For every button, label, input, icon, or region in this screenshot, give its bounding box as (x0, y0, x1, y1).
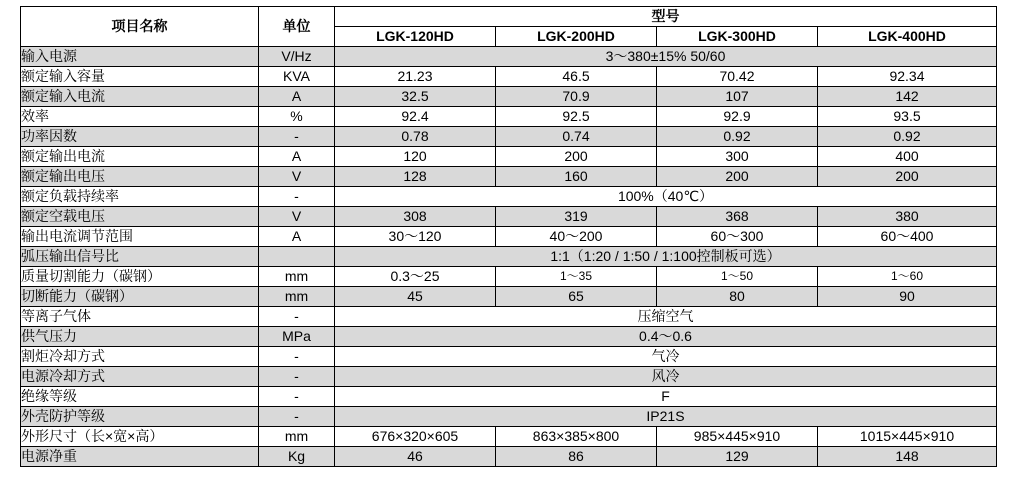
row-value: 92.9 (657, 107, 818, 127)
row-value: 120 (335, 147, 496, 167)
row-value: 92.4 (335, 107, 496, 127)
row-value: 0.92 (818, 127, 997, 147)
row-unit (259, 247, 335, 267)
row-value: 0.78 (335, 127, 496, 147)
row-value: 90 (818, 287, 997, 307)
row-unit: Kg (259, 447, 335, 467)
row-value: 93.5 (818, 107, 997, 127)
row-value: 80 (657, 287, 818, 307)
row-unit: mm (259, 287, 335, 307)
row-name: 额定输出电流 (21, 147, 259, 167)
row-value: 70.9 (496, 87, 657, 107)
header-unit: 单位 (259, 7, 335, 47)
table-row (21, 207, 997, 227)
row-value: 21.23 (335, 67, 496, 87)
header-model-4: LGK-400HD (818, 27, 997, 47)
table-row (21, 347, 997, 367)
row-name: 额定输出电压 (21, 167, 259, 187)
row-name: 割炬冷却方式 (21, 347, 259, 367)
row-unit: A (259, 87, 335, 107)
row-unit: V (259, 207, 335, 227)
row-unit: % (259, 107, 335, 127)
row-value-span: IP21S (335, 407, 997, 427)
row-value: 142 (818, 87, 997, 107)
row-value: 45 (335, 287, 496, 307)
table-row (21, 227, 997, 247)
row-name: 电源冷却方式 (21, 367, 259, 387)
row-name: 电源净重 (21, 447, 259, 467)
row-name: 额定负载持续率 (21, 187, 259, 207)
table-row (21, 267, 997, 287)
table-row (21, 167, 997, 187)
row-unit: - (259, 187, 335, 207)
table-row (21, 247, 997, 267)
row-unit: - (259, 367, 335, 387)
table-row (21, 107, 997, 127)
row-value: 380 (818, 207, 997, 227)
row-value: 985×445×910 (657, 427, 818, 447)
row-name: 外形尺寸（长×宽×高） (21, 427, 259, 447)
row-value-span: 气冷 (335, 347, 997, 367)
row-unit: KVA (259, 67, 335, 87)
table-row (21, 307, 997, 327)
row-value: 200 (496, 147, 657, 167)
table-row (21, 447, 997, 467)
spec-table (20, 6, 997, 467)
row-value: 1～35 (496, 267, 657, 287)
table-row (21, 327, 997, 347)
row-value: 160 (496, 167, 657, 187)
row-name: 切断能力（碳钢） (21, 287, 259, 307)
table-row (21, 387, 997, 407)
row-value-span: 0.4～0.6 (335, 327, 997, 347)
row-value: 46 (335, 447, 496, 467)
row-name: 等离子气体 (21, 307, 259, 327)
row-value: 30～120 (335, 227, 496, 247)
row-unit: - (259, 127, 335, 147)
row-name: 额定输入电流 (21, 87, 259, 107)
row-value: 0.92 (657, 127, 818, 147)
row-value: 92.34 (818, 67, 997, 87)
row-unit: - (259, 387, 335, 407)
table-row (21, 87, 997, 107)
row-value: 1015×445×910 (818, 427, 997, 447)
row-value: 60～400 (818, 227, 997, 247)
row-value: 308 (335, 207, 496, 227)
row-value: 60～300 (657, 227, 818, 247)
row-value-span: 1:1（1:20 / 1:50 / 1:100控制板可选） (335, 247, 997, 267)
row-value: 129 (657, 447, 818, 467)
header-model-1: LGK-120HD (335, 27, 496, 47)
row-unit: V (259, 167, 335, 187)
row-name: 供气压力 (21, 327, 259, 347)
row-name: 输入电源 (21, 47, 259, 67)
row-value: 65 (496, 287, 657, 307)
row-value: 128 (335, 167, 496, 187)
row-name: 额定输入容量 (21, 67, 259, 87)
row-value: 368 (657, 207, 818, 227)
row-name: 弧压输出信号比 (21, 247, 259, 267)
table-row (21, 407, 997, 427)
row-value: 46.5 (496, 67, 657, 87)
row-value: 676×320×605 (335, 427, 496, 447)
row-value-span: 风冷 (335, 367, 997, 387)
row-name: 效率 (21, 107, 259, 127)
row-value: 107 (657, 87, 818, 107)
row-unit: - (259, 407, 335, 427)
table-row (21, 187, 997, 207)
row-value-span: 压缩空气 (335, 307, 997, 327)
table-row (21, 367, 997, 387)
table-row (21, 47, 997, 67)
row-value: 86 (496, 447, 657, 467)
row-value: 70.42 (657, 67, 818, 87)
row-value: 200 (818, 167, 997, 187)
row-unit: A (259, 147, 335, 167)
row-value: 0.74 (496, 127, 657, 147)
row-value: 1～50 (657, 267, 818, 287)
row-value: 200 (657, 167, 818, 187)
header-model-2: LGK-200HD (496, 27, 657, 47)
row-value: 400 (818, 147, 997, 167)
row-value: 40～200 (496, 227, 657, 247)
row-value: 863×385×800 (496, 427, 657, 447)
row-unit: - (259, 347, 335, 367)
header-model: 型号 (335, 7, 997, 27)
table-row (21, 427, 997, 447)
row-value: 319 (496, 207, 657, 227)
row-value-span: 100%（40℃） (335, 187, 997, 207)
row-value: 1～60 (818, 267, 997, 287)
row-unit: V/Hz (259, 47, 335, 67)
row-name: 绝缘等级 (21, 387, 259, 407)
row-name: 功率因数 (21, 127, 259, 147)
row-name: 质量切割能力（碳钢） (21, 267, 259, 287)
row-value: 32.5 (335, 87, 496, 107)
row-value: 0.3～25 (335, 267, 496, 287)
table-row (21, 127, 997, 147)
table-row (21, 287, 997, 307)
row-unit: MPa (259, 327, 335, 347)
row-name: 额定空载电压 (21, 207, 259, 227)
row-unit: - (259, 307, 335, 327)
table-row (21, 147, 997, 167)
header-model-3: LGK-300HD (657, 27, 818, 47)
row-value-span: 3～380±15% 50/60 (335, 47, 997, 67)
row-value: 300 (657, 147, 818, 167)
row-unit: mm (259, 267, 335, 287)
row-value-span: F (335, 387, 997, 407)
row-value: 92.5 (496, 107, 657, 127)
row-unit: A (259, 227, 335, 247)
table-row (21, 67, 997, 87)
row-name: 输出电流调节范围 (21, 227, 259, 247)
row-value: 148 (818, 447, 997, 467)
row-unit: mm (259, 427, 335, 447)
header-item-name: 项目名称 (21, 7, 259, 47)
row-name: 外壳防护等级 (21, 407, 259, 427)
